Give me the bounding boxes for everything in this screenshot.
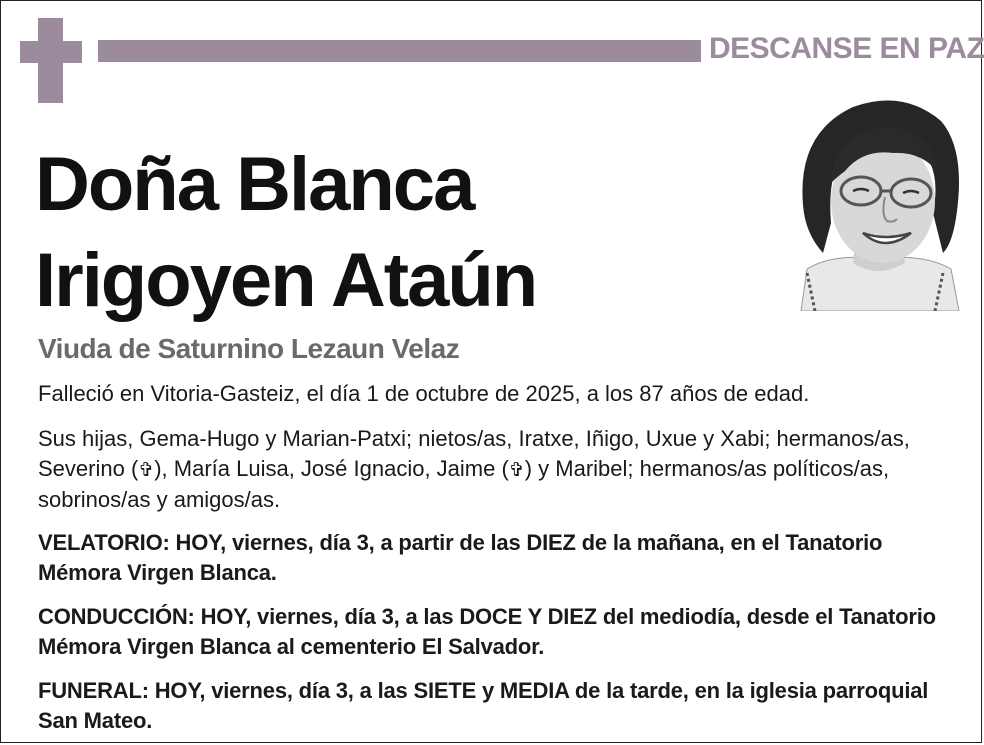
widow-of-subtitle: Viuda de Saturnino Lezaun Velaz [38,333,460,364]
cross-icon-horizontal [20,41,82,63]
funeral-notice: FUNERAL: HOY, viernes, día 3, a las SIETE y MEDIA de la tarde, en la iglesia parroquial San Mateo. [38,678,929,733]
death-notice: Falleció en Vitoria-Gasteiz, el día 1 de octubre de 2025, a los 87 años de edad. [38,381,810,406]
portrait-photo [793,93,963,311]
header-bar [98,40,701,62]
family-notice [38,424,968,515]
conduccion-notice: CONDUCCIÓN: HOY, viernes, día 3, a las DOCE Y DIEZ del mediodía, desde el Tanatorio Mémora Virgen Blanca al cementerio El Salvador. [38,604,936,659]
cross-icon: ✞ [138,459,155,481]
header-label: DESCANSE EN PAZ [709,32,984,65]
deceased-name-line1: Doña Blanca [35,142,474,227]
family-text-2: ), María Luisa, José Ignacio, Jaime ( [154,456,509,481]
deceased-name-line2: Irigoyen Ataún [35,238,537,323]
family-text-1: Sus hijas, Gema-Hugo y Marian-Patxi; nietos/as, Iratxe, Iñigo, Uxue y Xabi; hermanos/as, Severino ( [38,426,910,481]
family-text-3: ) y Maribel; hermanos/as políticos/as, sobrinos/as y amigos/as. [38,456,890,512]
velatorio-notice: VELATORIO: HOY, viernes, día 3, a partir de las DIEZ de la mañana, en el Tanatorio Mémora Virgen Blanca. [38,530,883,585]
cross-icon: ✞ [508,459,525,481]
deceased-name [35,137,536,329]
